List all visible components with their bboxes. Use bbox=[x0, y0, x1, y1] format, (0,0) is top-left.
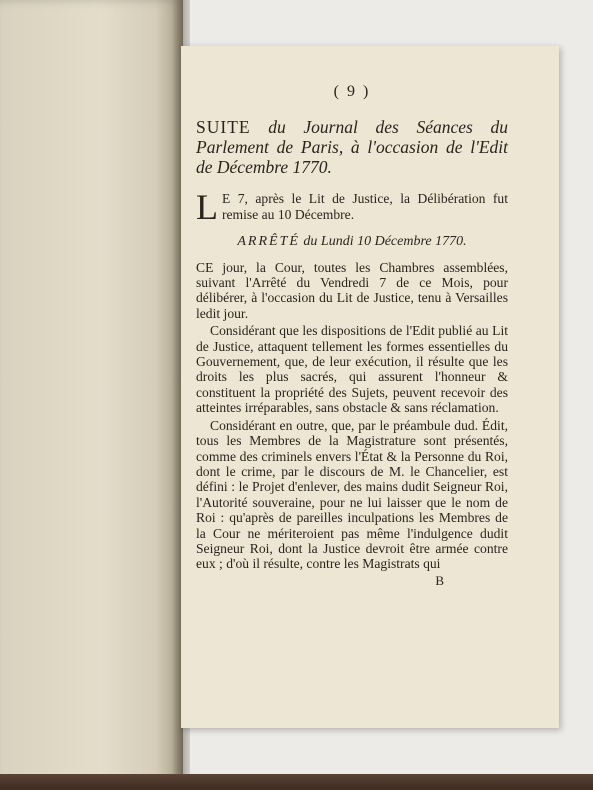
page-number: ( 9 ) bbox=[333, 83, 371, 100]
page-text bbox=[196, 84, 508, 588]
paragraph: Considérant en outre, que, par le préambule dud. Édit, tous les Membres de la Magistrature sont présentés, comme des criminels envers l'État & la Personne du Roi, dont le crime, par le discours de M. le Chancelier, est défini : le Projet d'enlever, des mains dudit Seigneur Roi, l'Autorité souveraine, pour ne lui laisser que le nom de Roi : qu'après de pareilles inculpations les Membres de la Cour ne mériteroient pas même l'indulgence dudit Seigneur Roi, dont la Justice devroit être armée contre eux ; d'où il résulte, contre les Magistrats qui bbox=[196, 417, 508, 572]
arrete-heading bbox=[196, 234, 508, 249]
intro-text: E 7, après le Lit de Justice, la Délibération fut remise au 10 Décembre. bbox=[222, 191, 508, 222]
body-text bbox=[196, 260, 508, 572]
drop-cap: L bbox=[196, 187, 218, 228]
heading-rest: du Journal des Séances du Parlement de Paris, à l'occasion de l'Edit de Décembre 1770. bbox=[196, 117, 508, 178]
book-cover-edge bbox=[0, 774, 593, 790]
section-heading bbox=[196, 117, 508, 177]
heading-lead: SUITE bbox=[196, 117, 251, 138]
signature-mark: B bbox=[435, 572, 444, 588]
arrete-rest: du Lundi 10 Décembre 1770. bbox=[299, 234, 467, 250]
arrete-lead: ARRÊTÉ bbox=[237, 234, 300, 250]
paragraph: CE jour, la Cour, toutes les Chambres assemblées, suivant l'Arrêté du Vendredi 7 de ce Mois, pour délibérer, à l'occasion du Lit de Justice, tenu à Versailles ledit jour. bbox=[196, 259, 508, 321]
intro-paragraph bbox=[196, 187, 508, 228]
left-page bbox=[0, 0, 183, 790]
paragraph: Considérant que les dispositions de l'Edit publié au Lit de Justice, attaquent tellement les formes essentielles du Gouvernement, que, de leur exécution, il résulte que les droits les plus sacrés, qui assurent l'honneur & constituent la propriété des Sujets, peuvent recevoir des atteintes irréparables, sans obstacle & sans réclamation. bbox=[196, 323, 508, 416]
